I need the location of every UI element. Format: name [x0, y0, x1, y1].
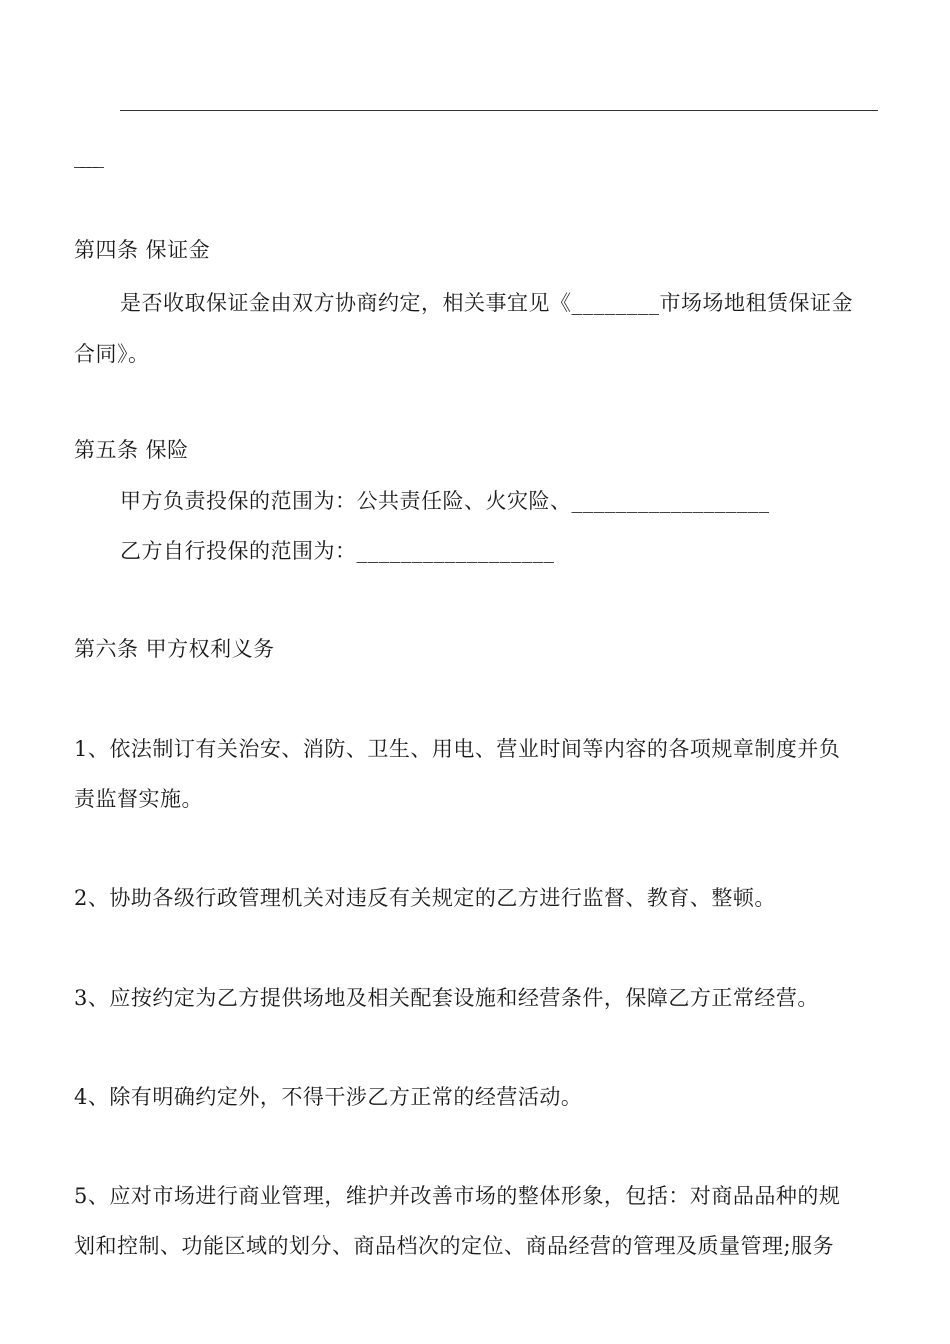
article-6-heading: 第六条 甲方权利义务: [74, 637, 275, 661]
fill-in-underline-tail: ____: [74, 144, 100, 168]
article-6-item-3: 3、应按约定为乙方提供场地及相关配套设施和经营条件，保障乙方正常经营。: [74, 986, 819, 1010]
article-6-item-1-line-1: 1、依法制订有关治安、消防、卫生、用电、营业时间等内容的各项规章制度并负: [74, 737, 841, 761]
article-6-item-5-line-1: 5、应对市场进行商业管理，维护并改善市场的整体形象，包括：对商品品种的规: [74, 1184, 841, 1208]
fill-in-underline: [120, 110, 878, 111]
article-6-item-2: 2、协助各级行政管理机关对违反有关规定的乙方进行监督、教育、整顿。: [74, 886, 776, 910]
article-4-paragraph-line-2: 合同》。: [74, 342, 150, 366]
article-6-item-1-line-2: 责监督实施。: [74, 787, 203, 811]
article-5-line-1: 甲方负责投保的范围为：公共责任险、火灾险、__________________: [120, 489, 770, 513]
article-6-item-5-line-2: 划和控制、功能区域的划分、商品档次的定位、商品经营的管理及质量管理;服务: [74, 1234, 835, 1258]
article-6-item-4: 4、除有明确约定外，不得干涉乙方正常的经营活动。: [74, 1085, 583, 1109]
article-4-paragraph-line-1: 是否收取保证金由双方协商约定，相关事宜见《________市场场地租赁保证金: [120, 291, 853, 315]
article-5-heading: 第五条 保险: [74, 438, 189, 462]
article-4-heading: 第四条 保证金: [74, 238, 211, 262]
article-5-line-2: 乙方自行投保的范围为：__________________: [120, 539, 555, 563]
